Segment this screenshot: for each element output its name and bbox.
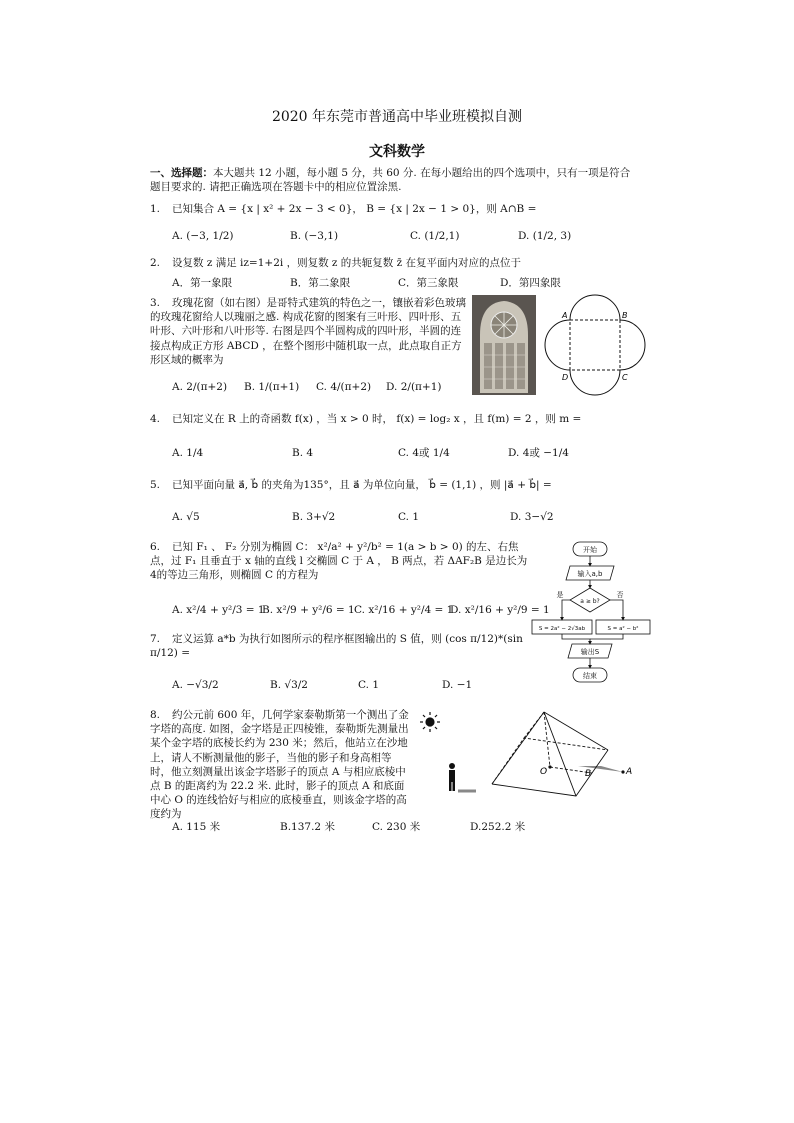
flow-end-text: 结束 bbox=[583, 672, 597, 680]
question-3-options bbox=[172, 380, 442, 394]
option-a: A. 115 米 bbox=[172, 821, 221, 833]
point-label-b: B bbox=[585, 769, 592, 779]
question-stem: 已知集合 A = {x | x² + 2x − 3 < 0}， B = {x | 2x − 1 > 0}，则 A∩B = bbox=[172, 203, 537, 215]
question-number: 4. bbox=[150, 413, 161, 425]
question-2 bbox=[150, 256, 630, 270]
option-d: D. (1/2, 3) bbox=[518, 230, 572, 242]
vertex-label-c: C bbox=[622, 373, 628, 382]
option-b: B. √3/2 bbox=[270, 679, 308, 691]
option-b: B. x²/9 + y²/6 = 1 bbox=[262, 604, 355, 616]
question-1-options bbox=[172, 229, 571, 243]
question-6-options bbox=[172, 603, 550, 617]
page-title: 2020 年东莞市普通高中毕业班模拟自测 bbox=[271, 109, 523, 125]
section-instructions: 本大题共 12 小题，每小题 5 分，共 60 分. 在每小题给出的四个选项中，只有一项是符合题目要求的. 请把正确选项在答题卡中的相应位置涂黑. bbox=[150, 167, 631, 194]
option-b: B. (−3,1) bbox=[290, 230, 339, 242]
question-stem: 已知 F₁ 、 F₂ 分别为椭圆 C： x²/a² + y²/b² = 1(a > b > 0) 的左、右焦点，过 F₁ 且垂直于 x 轴的直线 l 交椭圆 C 于 A ， B 两点，若 ΔAF₂B 是边长为4的等边三角形，则椭圆 C 的方程为 bbox=[150, 541, 528, 582]
option-d: D.252.2 米 bbox=[470, 821, 526, 833]
vertex-label-d: D bbox=[562, 373, 569, 382]
option-d: D. 3−√2 bbox=[510, 511, 554, 523]
option-b: B. 4 bbox=[292, 447, 314, 459]
question-number: 7. bbox=[150, 633, 161, 645]
option-c: C．第三象限 bbox=[398, 277, 459, 289]
question-stem: 约公元前 600 年，几何学家泰勒斯第一个测出了金字塔的高度. 如图，金字塔是正四棱锥，泰勒斯先测量出某个金字塔的底棱长约为 230 米；然后，他站立在沙地上，请人不断测量他的影子，当他的影子和身高相等时，他立刻测量出该金字塔影子的顶点 A 与相应底棱中点 B 的距离约为 22.2 米. 此时，影子的顶点 A 和底面中心 O 的连线恰好与相应的底棱垂直，则该金字塔的高度约为 bbox=[150, 709, 409, 821]
question-number: 8. bbox=[150, 709, 161, 721]
question-number: 1. bbox=[150, 203, 161, 215]
option-b: B. 1/(π+1) bbox=[244, 381, 300, 393]
program-flowchart bbox=[530, 540, 652, 688]
question-8 bbox=[150, 708, 412, 821]
flow-start-text: 开始 bbox=[583, 546, 597, 554]
vertex-label-b: B bbox=[622, 311, 628, 320]
option-d: D. −1 bbox=[442, 679, 473, 691]
flow-no-label: 否 bbox=[616, 591, 624, 599]
flow-output-text: 输出S bbox=[580, 648, 600, 656]
option-d: D．第四象限 bbox=[500, 277, 561, 289]
four-leaf-figure bbox=[540, 292, 660, 396]
option-b: B. 3+√2 bbox=[292, 511, 336, 523]
point-label-a: A bbox=[626, 767, 633, 777]
question-4-options bbox=[172, 446, 569, 460]
rose-window-photo bbox=[472, 295, 536, 395]
question-2-options bbox=[172, 276, 561, 290]
option-a: A. 1/4 bbox=[172, 447, 204, 459]
option-c: C. 4或 1/4 bbox=[398, 447, 450, 459]
question-number: 3. bbox=[150, 297, 161, 309]
pyramid-figure bbox=[418, 708, 648, 816]
option-a: A. 2/(π+2) bbox=[172, 381, 228, 393]
option-b: B.137.2 米 bbox=[280, 821, 335, 833]
option-c: C. (1/2,1) bbox=[410, 230, 460, 242]
section-intro bbox=[150, 166, 640, 194]
question-5-options bbox=[172, 510, 554, 524]
point-label-o: O bbox=[540, 767, 548, 777]
option-a: A．第一象限 bbox=[172, 277, 233, 289]
question-number: 5. bbox=[150, 479, 161, 491]
option-a: A. (−3, 1/2) bbox=[172, 230, 234, 242]
sun-icon bbox=[420, 712, 440, 732]
pyramid bbox=[492, 712, 608, 796]
shadow-point-a bbox=[621, 770, 624, 773]
question-6 bbox=[150, 540, 530, 583]
question-7-options bbox=[172, 678, 472, 692]
question-number: 2. bbox=[150, 257, 161, 269]
option-c: C. 1 bbox=[358, 679, 380, 691]
flow-yes-label: 是 bbox=[556, 591, 564, 599]
question-4 bbox=[150, 412, 630, 426]
option-d: D. x²/16 + y²/9 = 1 bbox=[450, 604, 550, 616]
person-icon bbox=[449, 763, 455, 791]
vertex-label-a: A bbox=[562, 311, 568, 320]
question-7 bbox=[150, 632, 530, 660]
flow-input-text: 输入a,b bbox=[577, 570, 603, 578]
option-c: C. 1 bbox=[398, 511, 420, 523]
question-stem: 定义运算 a*b 为执行如图所示的程序框图输出的 S 值，则 (cos π/12)*(sin π/12) = bbox=[150, 633, 523, 660]
question-1 bbox=[150, 202, 630, 216]
question-stem: 设复数 z 满足 iz=1+2i ，则复数 z 的共轭复数 z̄ 在复平面内对应的点位于 bbox=[172, 257, 522, 269]
option-d: D. 4或 −1/4 bbox=[508, 447, 569, 459]
section-lead: 一、选择题： bbox=[150, 167, 213, 179]
question-stem: 已知平面向量 a⃗, b⃗ 的夹角为135°，且 a⃗ 为单位向量， b⃗ = (1,1) ，则 |a⃗ + b⃗| = bbox=[172, 479, 552, 491]
option-a: A. √5 bbox=[172, 511, 200, 523]
question-number: 6. bbox=[150, 541, 161, 553]
option-a: A. −√3/2 bbox=[172, 679, 219, 691]
flow-left-formula: S = 2a² − 2√3ab bbox=[538, 626, 586, 632]
center-point-o bbox=[548, 765, 551, 768]
option-b: B．第二象限 bbox=[290, 277, 351, 289]
page-subtitle: 文科数学 bbox=[369, 144, 425, 160]
question-stem: 玫瑰花窗（如右图）是哥特式建筑的特色之一，镶嵌着彩色玻璃的玫瑰花窗给人以瑰丽之感. 构成花窗的图案有三叶形、四叶形、五叶形、六叶形和八叶形等. 右图是四个半圆构成的四叶形，半圆的连接点构成正方形 ABCD ，在整个图形中随机取一点，此点取自正方形区域的概率为 bbox=[150, 297, 466, 366]
flow-condition-text: a ≥ b? bbox=[580, 598, 600, 605]
question-stem: 已知定义在 R 上的奇函数 f(x) ，当 x > 0 时， f(x) = log₂ x ，且 f(m) = 2 ，则 m = bbox=[172, 413, 582, 425]
flow-right-formula: S = a² − b² bbox=[607, 626, 639, 632]
question-8-options bbox=[172, 820, 525, 834]
option-d: D. 2/(π+1) bbox=[386, 381, 442, 393]
option-c: C. 230 米 bbox=[372, 821, 421, 833]
question-3 bbox=[150, 296, 468, 367]
option-a: A. x²/4 + y²/3 = 1 bbox=[172, 604, 265, 616]
option-c: C. x²/16 + y²/4 = 1 bbox=[354, 604, 454, 616]
question-5 bbox=[150, 478, 630, 492]
option-c: C. 4/(π+2) bbox=[316, 381, 372, 393]
